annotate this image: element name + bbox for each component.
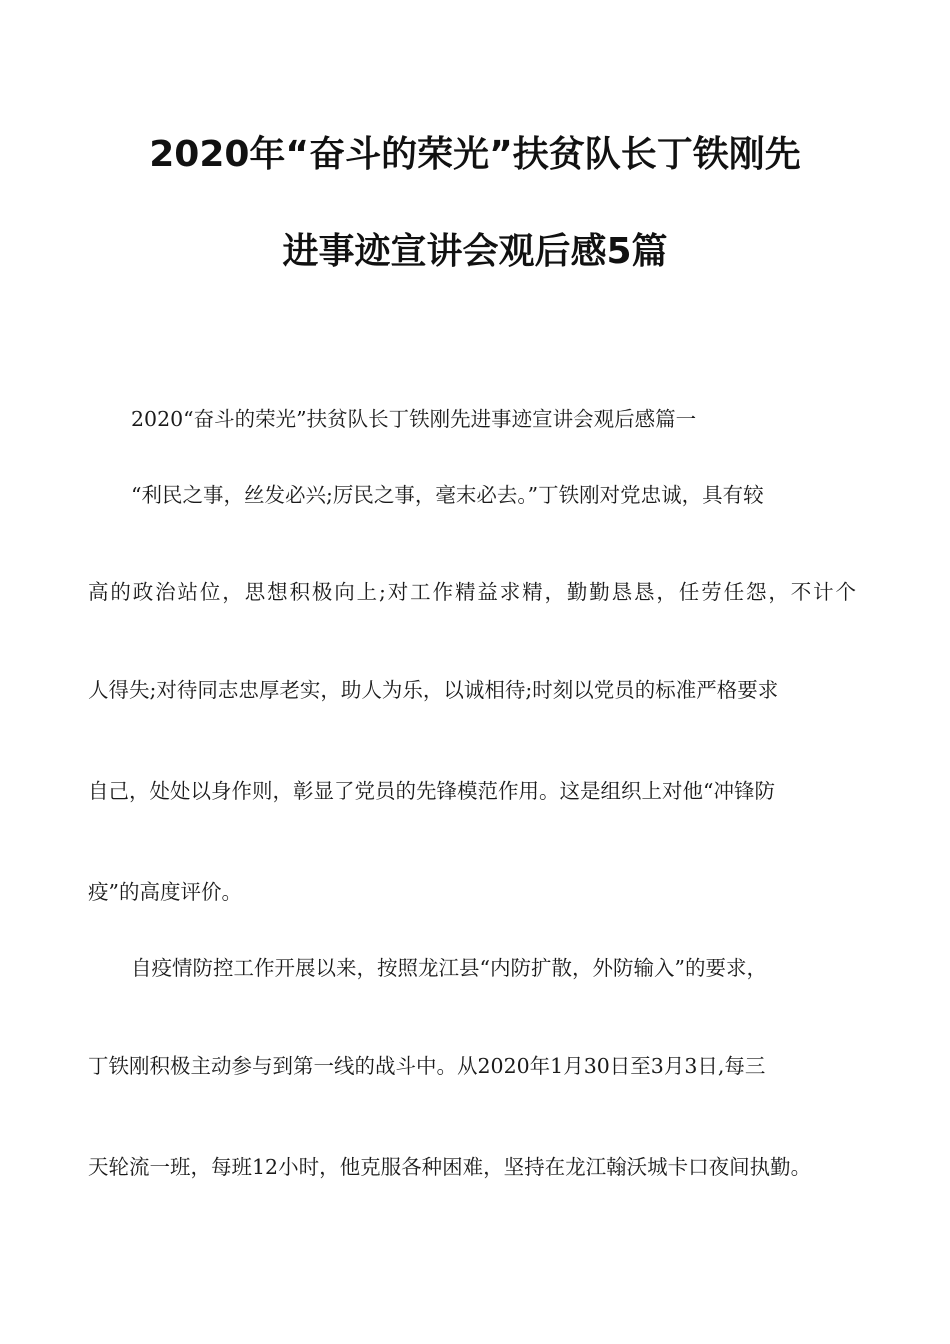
- section-heading: 2020“奋斗的荣光”扶贫队长丁铁刚先进事迹宣讲会观后感篇一: [131, 407, 697, 431]
- paragraph-line: 自疫情防控工作开展以来，按照龙江县“内防扩散，外防输入”的要求，: [131, 956, 767, 980]
- paragraph-line: 疫”的高度评价。: [88, 880, 242, 904]
- paragraph-line: 人得失;对待同志忠厚老实，助人为乐，以诚相待;时刻以党员的标准严格要求: [88, 678, 779, 702]
- paragraph-line: 高的政治站位，思想积极向上;对工作精益求精，勤勤恳恳，任劳任怨，不计个: [88, 580, 856, 604]
- document-title-line-1: 2020年“奋斗的荣光”扶贫队长丁铁刚先: [149, 134, 801, 175]
- paragraph-line: 丁铁刚积极主动参与到第一线的战斗中。从2020年1月30日至3月3日,每三: [88, 1054, 766, 1078]
- paragraph-line: 自己，处处以身作则，彰显了党员的先锋模范作用。这是组织上对他“冲锋防: [88, 779, 775, 803]
- paragraph-line: 天轮流一班，每班12小时，他克服各种困难，坚持在龙江翰沃城卡口夜间执勤。: [88, 1155, 812, 1179]
- document-title-line-2: 进事迹宣讲会观后感5篇: [282, 231, 668, 272]
- paragraph-line: “利民之事，丝发必兴;厉民之事，毫末必去。”丁铁刚对党忠诚，具有较: [131, 483, 764, 507]
